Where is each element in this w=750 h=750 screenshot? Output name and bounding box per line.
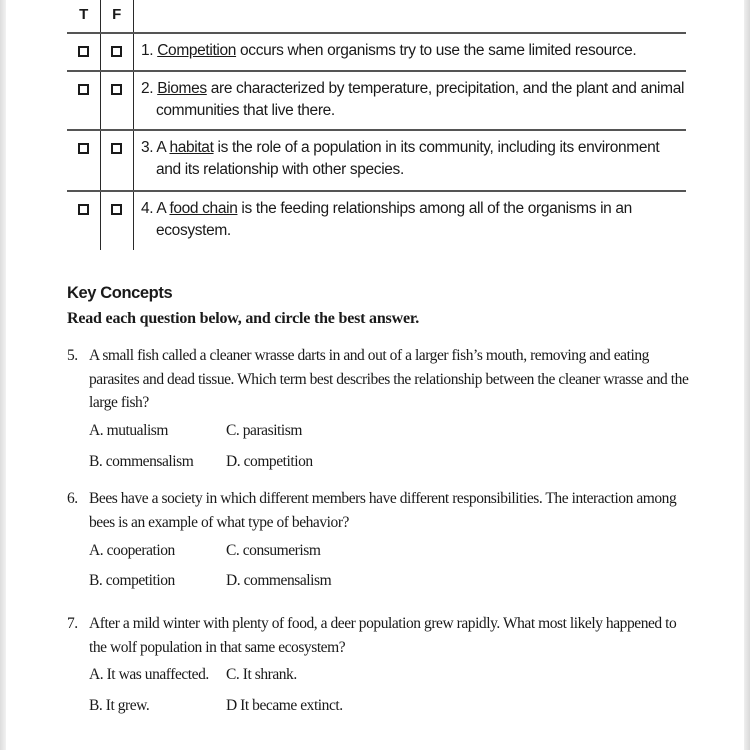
true-checkbox[interactable] — [78, 46, 89, 57]
tf-statement — [141, 137, 686, 181]
section-instructions: Read each question below, and circle the best answer. — [67, 310, 420, 327]
option-a[interactable]: A. cooperation — [89, 542, 175, 559]
option-d[interactable]: D. competition — [226, 453, 313, 470]
page-edge-left — [0, 0, 6, 750]
option-d[interactable]: D. commensalism — [226, 572, 332, 589]
option-d[interactable]: D It became extinct. — [226, 697, 343, 714]
statement-text: is the role of a population in its community, including its environment and its relationship with other species. — [156, 139, 660, 178]
statement-text: occurs when organisms try to use the same limited resource. — [236, 42, 637, 59]
question-7 — [67, 612, 687, 660]
column-divider — [100, 0, 101, 250]
option-c[interactable]: C. consumerism — [226, 542, 321, 559]
statement-term: habitat — [169, 139, 214, 156]
statement-number: 4. — [141, 200, 154, 217]
row-divider — [67, 190, 686, 192]
question-5 — [67, 344, 687, 414]
false-checkbox[interactable] — [111, 204, 122, 215]
question-text: After a mild winter with plenty of food, a deer population grew rapidly. What most likely happened to the wolf population in that same ecosystem? — [89, 615, 677, 656]
option-b[interactable]: B. commensalism — [89, 453, 194, 470]
section-title: Key Concepts — [67, 284, 173, 302]
column-divider — [133, 0, 134, 250]
option-a[interactable]: A. It was unaffected. — [89, 666, 209, 683]
true-column-header: T — [79, 6, 88, 23]
question-number: 7. — [67, 615, 78, 632]
statement-number: 3. — [141, 139, 154, 156]
true-checkbox[interactable] — [78, 84, 89, 95]
statement-text: is the feeding relationships among all of the organisms in an ecosystem. — [156, 200, 632, 239]
true-false-table — [67, 0, 686, 250]
false-checkbox[interactable] — [111, 143, 122, 154]
statement-term: Biomes — [157, 80, 207, 97]
statement-term: food chain — [169, 200, 238, 217]
statement-number: 2. — [141, 80, 154, 97]
statement-prefix: A — [156, 139, 170, 156]
row-divider — [67, 70, 686, 72]
tf-statement — [141, 198, 686, 242]
option-b[interactable]: B. competition — [89, 572, 175, 589]
statement-number: 1. — [141, 42, 154, 59]
statement-prefix: A — [156, 200, 170, 217]
row-divider — [67, 129, 686, 131]
page-edge-right — [744, 0, 750, 750]
false-column-header: F — [112, 6, 121, 23]
option-c[interactable]: C. parasitism — [226, 422, 302, 439]
tf-statement — [141, 40, 686, 62]
option-b[interactable]: B. It grew. — [89, 697, 150, 714]
statement-text: are characterized by temperature, precipitation, and the plant and animal communities that live there. — [156, 80, 685, 119]
question-6 — [67, 487, 687, 535]
question-text: Bees have a society in which different members have different responsibilities. The interaction among bees is an example of what type of behavior? — [89, 490, 677, 531]
false-checkbox[interactable] — [111, 84, 122, 95]
true-checkbox[interactable] — [78, 204, 89, 215]
question-text: A small fish called a cleaner wrasse darts in and out of a larger fish’s mouth, removing and eating parasites and dead tissue. Which term best describes the relationship between the cleaner wrasse and the large fish? — [89, 347, 689, 411]
question-number: 6. — [67, 490, 78, 507]
true-checkbox[interactable] — [78, 143, 89, 154]
question-number: 5. — [67, 347, 78, 364]
option-a[interactable]: A. mutualism — [89, 422, 168, 439]
option-c[interactable]: C. It shrank. — [226, 666, 297, 683]
statement-term: Competition — [157, 42, 237, 59]
tf-statement — [141, 78, 686, 122]
false-checkbox[interactable] — [111, 46, 122, 57]
row-divider — [67, 32, 686, 34]
